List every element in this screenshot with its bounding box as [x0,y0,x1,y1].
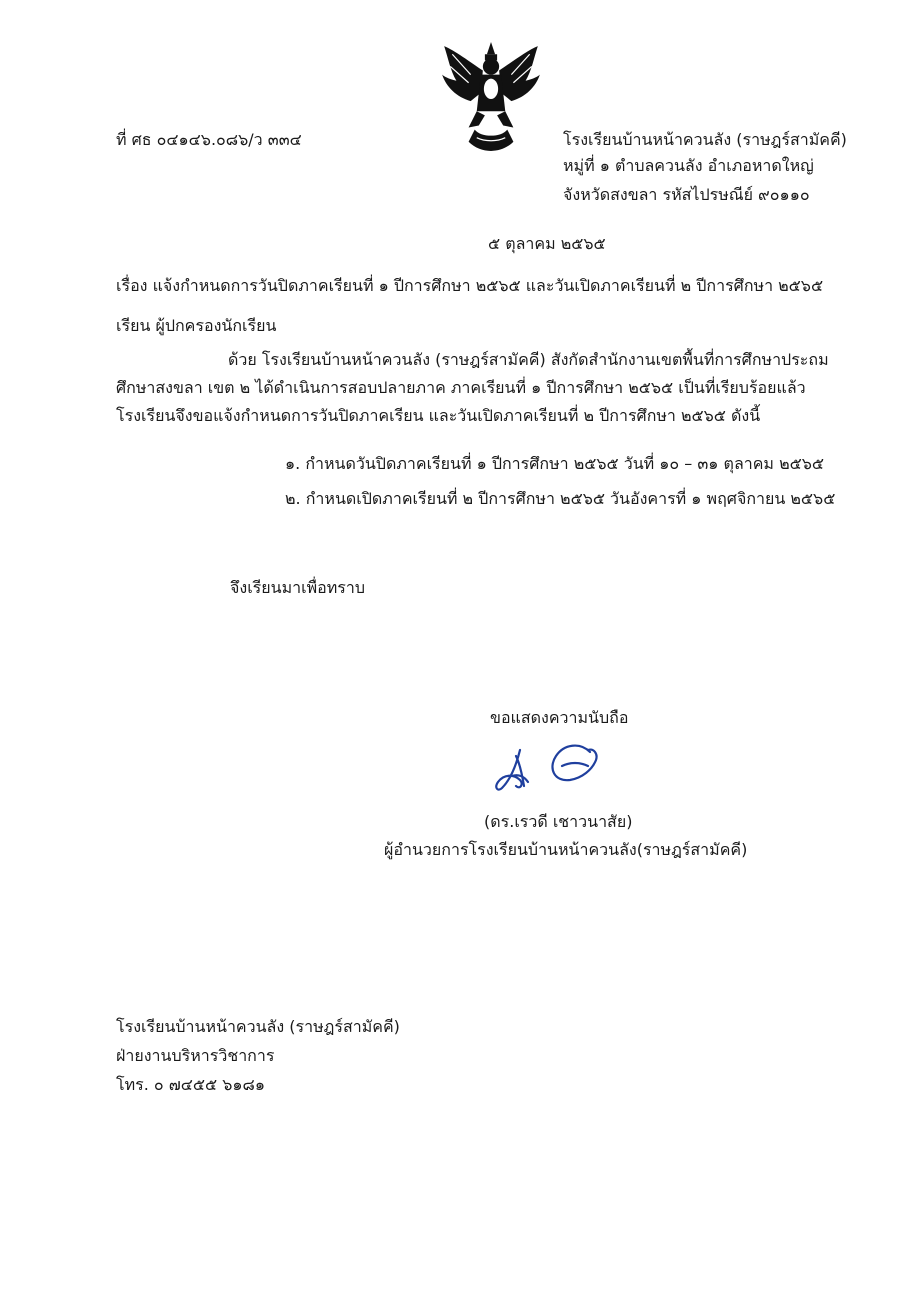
body-paragraph-text: ด้วย โรงเรียนบ้านหน้าควนลัง (ราษฎร์สามัคคี) สังกัดสำนักงานเขตพื้นที่การศึกษาประถมศึกษาสงขลา เขต ๒ ได้ดำเนินการสอบปลายภาค ภาคเรียนที่ ๑ ปีการศึกษา ๒๕๖๕ เป็นที่เรียบร้อยแล้ว โรงเรียนจึงขอแจ้งกำหนดการวันปิดภาคเรียน และวันเปิดภาคเรียนที่ ๒ ปีการศึกษา ๒๕๖๕ ดังนี้ [116,350,829,425]
letter-recipient: เรียน ผู้ปกครองนักเรียน [116,316,277,335]
garuda-emblem-icon [440,40,542,154]
reference-number: ที่ ศธ ๐๔๑๔๖.๐๘๖/ว ๓๓๔ [116,130,302,149]
school-address-line-2: หมู่ที่ ๑ ตำบลควนลัง อำเภอหาดใหญ่ [563,156,814,175]
signatory-name: (ดร.เรวดี เชาวนาสัย) [484,812,633,831]
schedule-item-2: ๒. กำหนดเปิดภาคเรียนที่ ๒ ปีการศึกษา ๒๕๖๕ วันอังคารที่ ๑ พฤศจิกายน ๒๕๖๕ [285,489,836,508]
footer-line-1: โรงเรียนบ้านหน้าควนลัง (ราษฎร์สามัคคี) [116,1017,400,1036]
closing-line: จึงเรียนมาเพื่อทราบ [230,578,365,597]
school-address-line-1: โรงเรียนบ้านหน้าควนลัง (ราษฎร์สามัคคี) [563,130,847,149]
school-address-line-3: จังหวัดสงขลา รหัสไปรษณีย์ ๙๐๑๑๐ [563,185,810,204]
letter-subject: เรื่อง แจ้งกำหนดการวันปิดภาคเรียนที่ ๑ ปีการศึกษา ๒๕๖๕ และวันเปิดภาคเรียนที่ ๒ ปีการศึกษา ๒๕๖๕ [116,276,824,295]
signature-icon [490,736,610,800]
letter-date: ๕ ตุลาคม ๒๕๖๕ [488,234,606,253]
signatory-position: ผู้อำนวยการโรงเรียนบ้านหน้าควนลัง(ราษฎร์สามัคคี) [384,840,748,859]
salutation: ขอแสดงความนับถือ [490,708,629,727]
footer-line-2: ฝ่ายงานบริหารวิชาการ [116,1046,275,1065]
schedule-item-1: ๑. กำหนดวันปิดภาคเรียนที่ ๑ ปีการศึกษา ๒๕๖๕ วันที่ ๑๐ – ๓๑ ตุลาคม ๒๕๖๕ [285,454,824,473]
body-paragraph [116,346,846,430]
footer-phone: โทร. ๐ ๗๔๕๕ ๖๑๘๑ [116,1075,266,1094]
